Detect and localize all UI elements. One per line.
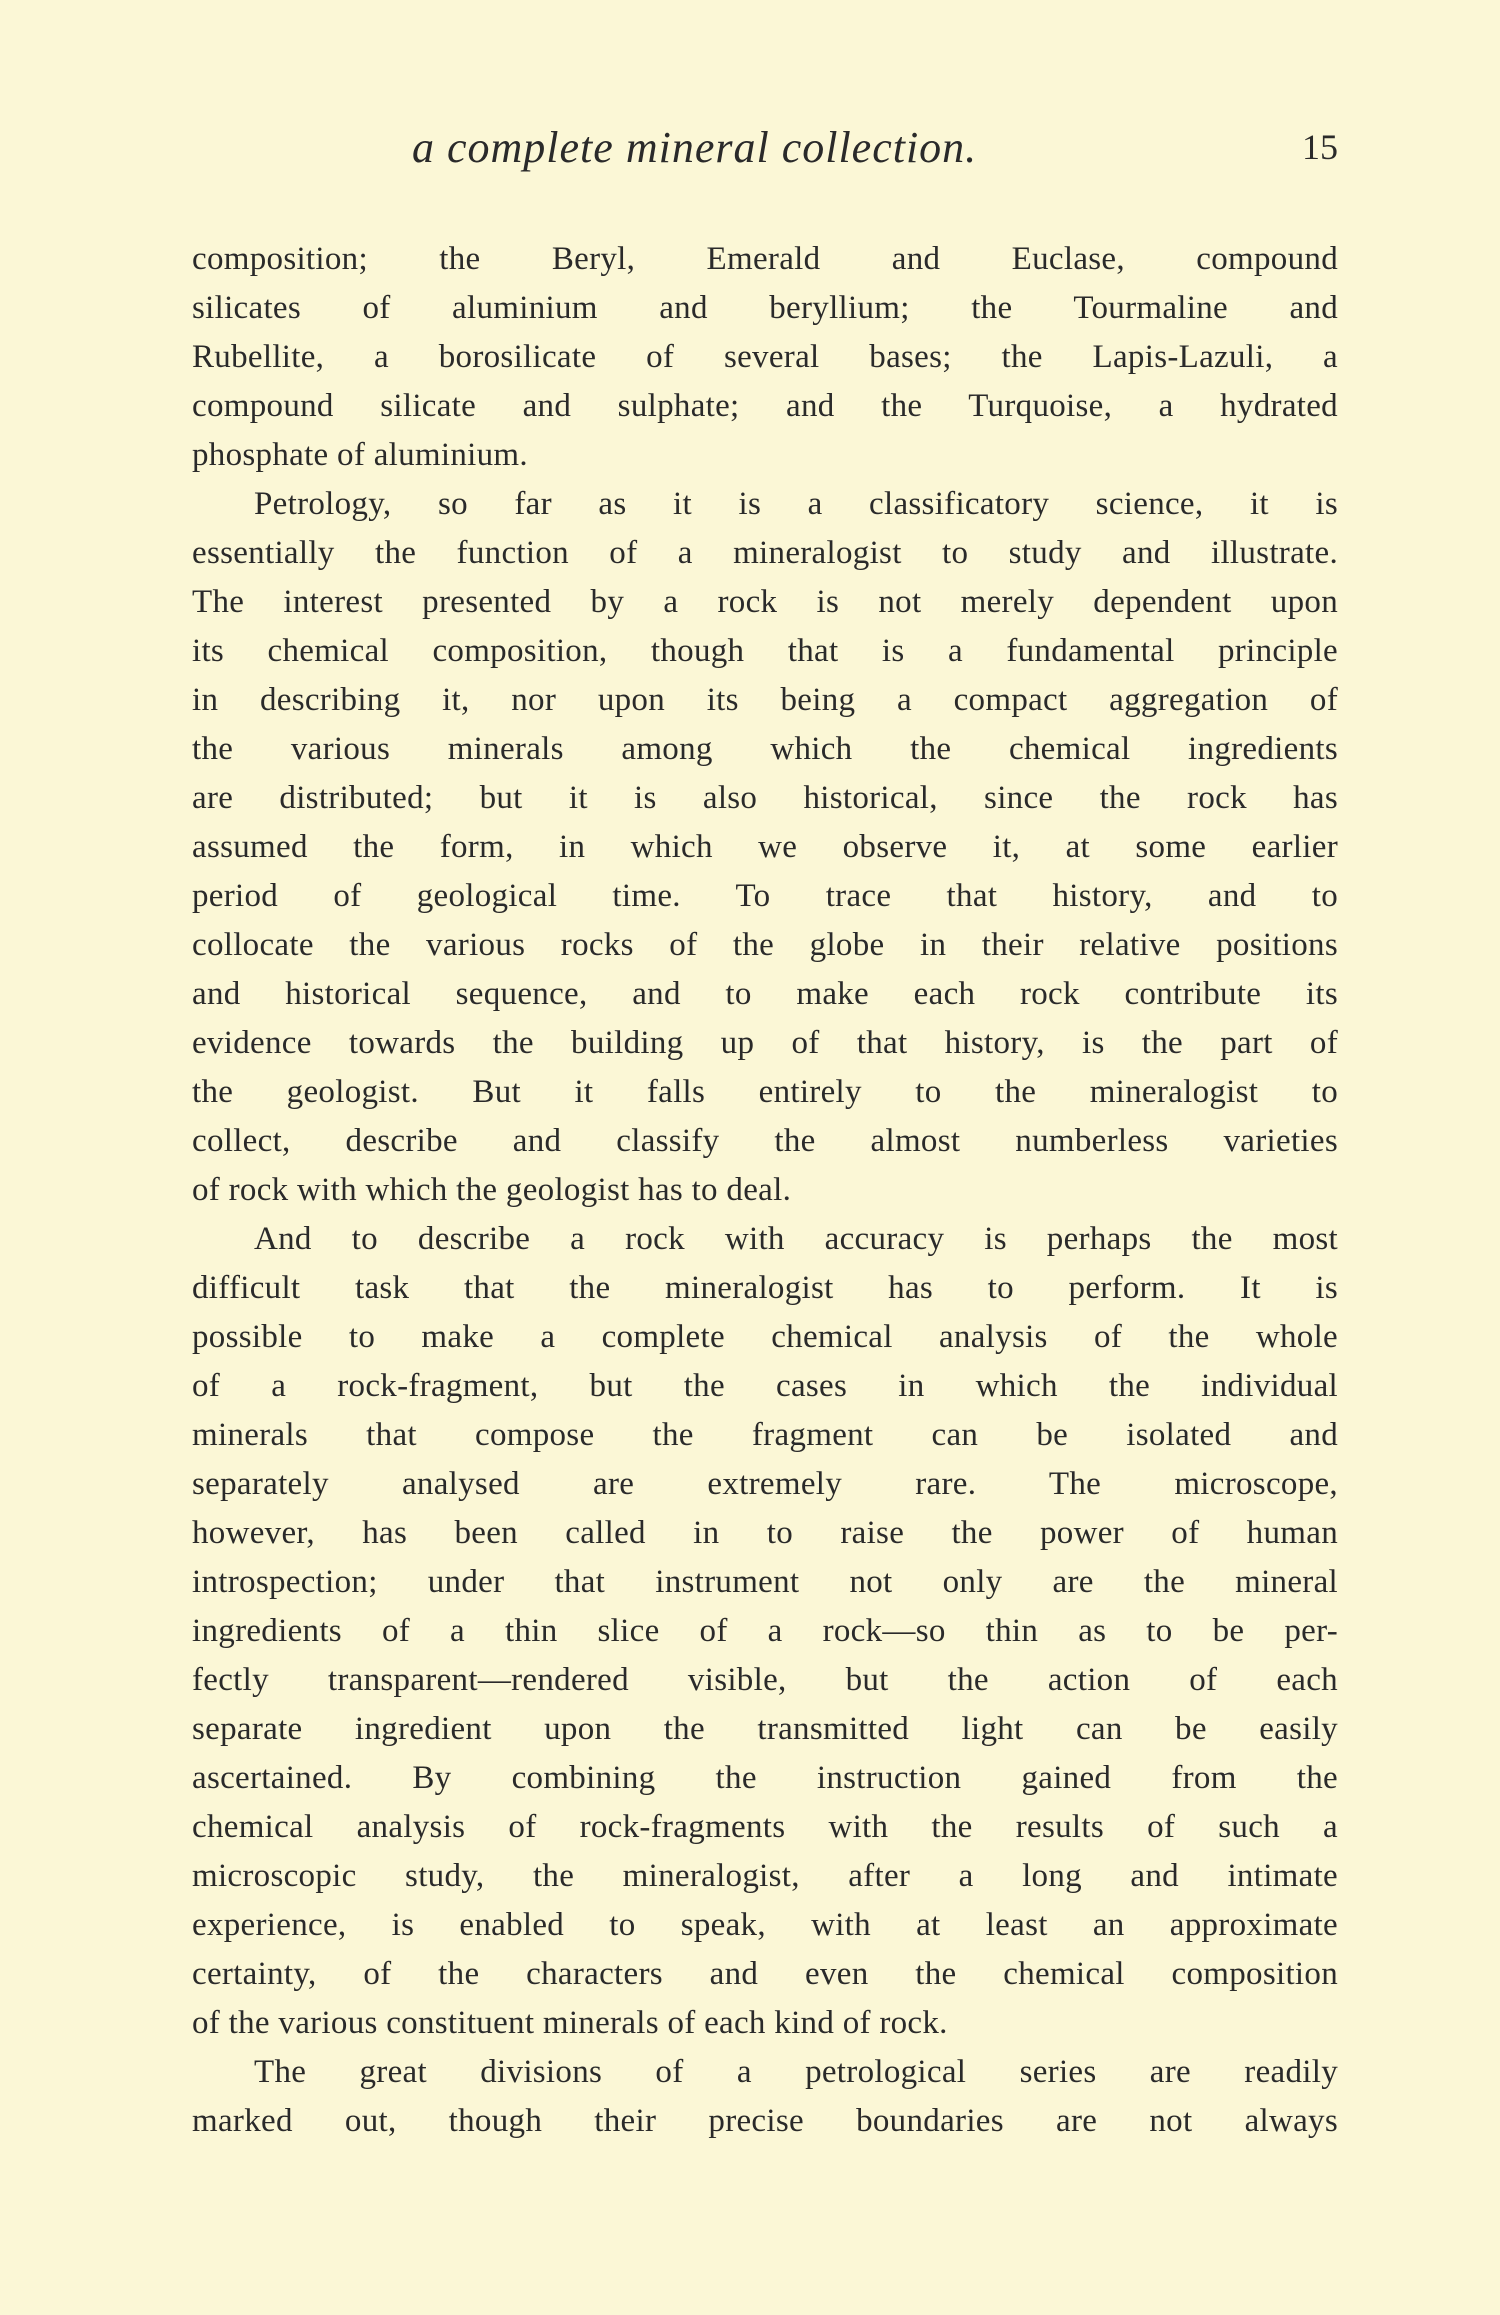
text-line: difficult task that the mineralogist has to perform. It is [192, 1270, 1338, 1306]
text-line: compound silicate and sulphate; and the Turquoise, a hydrated [192, 388, 1338, 424]
text-line: of the various constituent minerals of each kind of rock. [192, 2005, 948, 2041]
text-line: The interest presented by a rock is not merely dependent upon [192, 584, 1338, 620]
page-number: 15 [1302, 127, 1338, 167]
text-line: collocate the various rocks of the globe in their relative positions [192, 927, 1338, 963]
text-line: marked out, though their precise boundaries are not always [192, 2103, 1338, 2139]
text-line: Rubellite, a borosilicate of several bases; the Lapis-Lazuli, a [192, 339, 1338, 375]
text-line: certainty, of the characters and even the chemical composition [192, 1956, 1338, 1992]
text-line: of rock with which the geologist has to deal. [192, 1172, 792, 1208]
text-line: ascertained. By combining the instruction gained from the [192, 1760, 1338, 1796]
text-line: and historical sequence, and to make each rock contribute its [192, 976, 1338, 1012]
text-line: possible to make a complete chemical analysis of the whole [192, 1319, 1338, 1355]
text-line: its chemical composition, though that is a fundamental principle [192, 633, 1338, 669]
text-line: composition; the Beryl, Emerald and Euclase, compound [192, 241, 1338, 277]
text-line: fectly transparent—rendered visible, but the action of each [192, 1662, 1338, 1698]
text-line: phosphate of aluminium. [192, 437, 528, 473]
text-line: however, has been called in to raise the power of human [192, 1515, 1338, 1551]
text-line: collect, describe and classify the almost numberless varieties [192, 1123, 1338, 1159]
text-line: The great divisions of a petrological series are readily [254, 2054, 1338, 2090]
text-line: experience, is enabled to speak, with at least an approximate [192, 1907, 1338, 1943]
running-header [192, 122, 1338, 182]
text-line: ingredients of a thin slice of a rock—so thin as to be per- [192, 1613, 1338, 1649]
text-line: assumed the form, in which we observe it, at some earlier [192, 829, 1338, 865]
text-line: Petrology, so far as it is a classificatory science, it is [254, 486, 1338, 522]
text-line: the various minerals among which the chemical ingredients [192, 731, 1338, 767]
text-line: separately analysed are extremely rare. The microscope, [192, 1466, 1338, 1502]
text-line: separate ingredient upon the transmitted light can be easily [192, 1711, 1338, 1747]
text-line: And to describe a rock with accuracy is perhaps the most [254, 1221, 1338, 1257]
text-line: the geologist. But it falls entirely to the mineralogist to [192, 1074, 1338, 1110]
text-line: in describing it, nor upon its being a compact aggregation of [192, 682, 1338, 718]
text-line: microscopic study, the mineralogist, after a long and intimate [192, 1858, 1338, 1894]
text-line: period of geological time. To trace that history, and to [192, 878, 1338, 914]
text-line: essentially the function of a mineralogist to study and illustrate. [192, 535, 1338, 571]
text-line: chemical analysis of rock-fragments with the results of such a [192, 1809, 1338, 1845]
text-line: silicates of aluminium and beryllium; the Tourmaline and [192, 290, 1338, 326]
text-line: of a rock-fragment, but the cases in which the individual [192, 1368, 1338, 1404]
body-text [192, 235, 1338, 2146]
text-line: introspection; under that instrument not only are the mineral [192, 1564, 1338, 1600]
text-line: are distributed; but it is also historical, since the rock has [192, 780, 1338, 816]
text-line: evidence towards the building up of that history, is the part of [192, 1025, 1338, 1061]
running-title: a complete mineral collection. [412, 123, 978, 172]
text-line: minerals that compose the fragment can be isolated and [192, 1417, 1338, 1453]
